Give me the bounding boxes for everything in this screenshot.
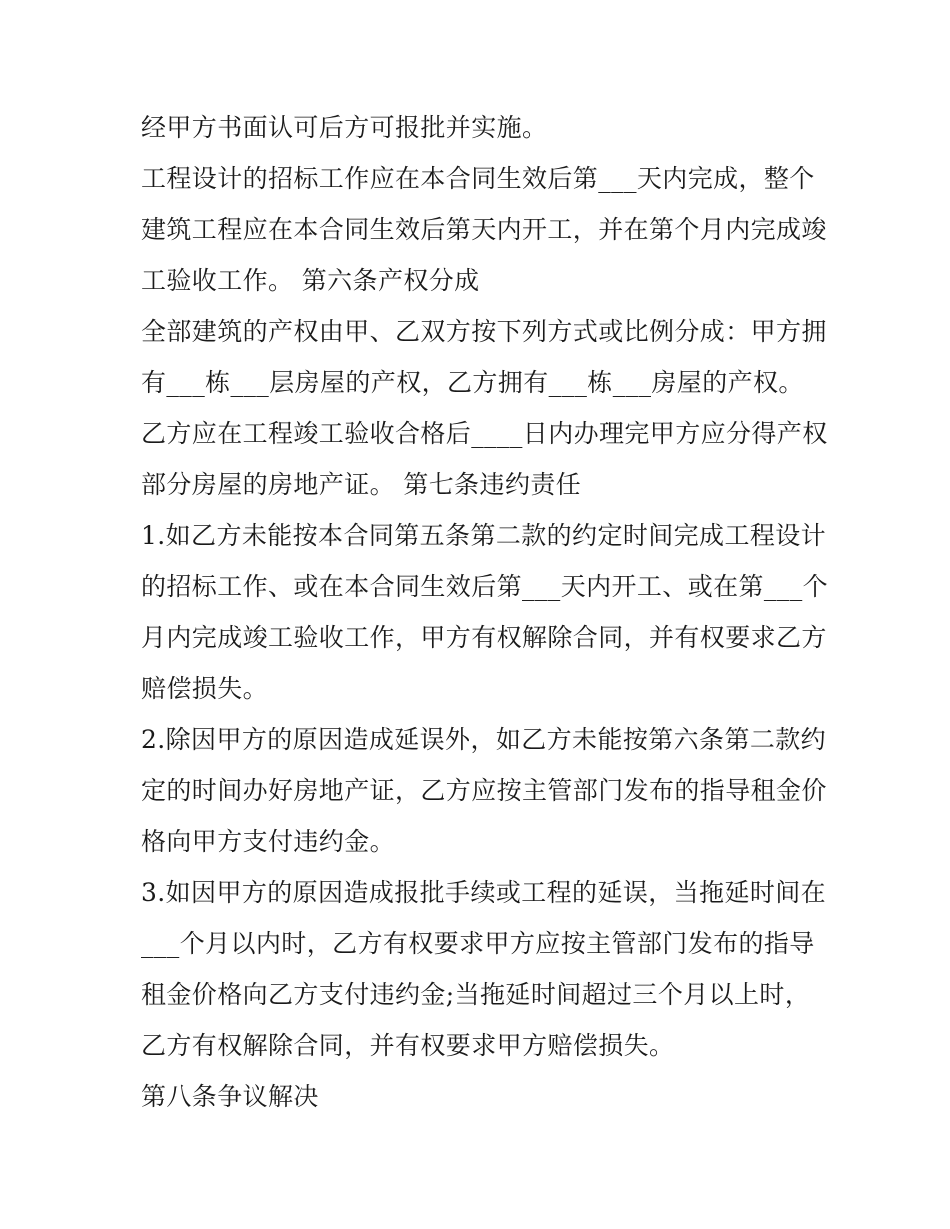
text-line: 乙方有权解除合同，并有权要求甲方赔偿损失。 (141, 1031, 675, 1060)
text-line: 1.如乙方未能按本合同第五条第二款的约定时间完成工程设计 (141, 521, 827, 550)
text-line: 全部建筑的产权由甲、乙双方按下列方式或比例分成：甲方拥 (141, 317, 827, 346)
text-line: 赔偿损失。 (141, 674, 269, 703)
text-line: 乙方应在工程竣工验收合格后____日内办理完甲方应分得产权 (141, 419, 828, 448)
text-line: 定的时间办好房地产证，乙方应按主管部门发布的指导租金价 (141, 776, 827, 805)
text-line: 工验收工作。 第六条产权分成 (141, 266, 480, 295)
text-line: 有___栋___层房屋的产权，乙方拥有___栋___房屋的产权。 (141, 368, 804, 397)
text-line: 月内完成竣工验收工作，甲方有权解除合同，并有权要求乙方 (141, 623, 827, 652)
text-line: 格向甲方支付违约金。 (141, 827, 396, 856)
section-heading: 第八条争议解决 (141, 1082, 319, 1111)
text-line: 租金价格向乙方支付违约金;当拖延时间超过三个月以上时， (141, 980, 811, 1009)
text-line: 工程设计的招标工作应在本合同生效后第___天内完成，整个 (141, 164, 815, 193)
text-line: 建筑工程应在本合同生效后第天内开工，并在第个月内完成竣 (141, 215, 827, 244)
text-line: 2.除因甲方的原因造成延误外，如乙方未能按第六条第二款约 (141, 725, 827, 754)
text-line: 部分房屋的房地产证。 第七条违约责任 (141, 470, 582, 499)
text-line: ___个月以内时，乙方有权要求甲方应按主管部门发布的指导 (141, 929, 815, 958)
text-line: 3.如因甲方的原因造成报批手续或工程的延误，当拖延时间在 (141, 878, 827, 907)
text-line: 经甲方书面认可后方可报批并实施。 (141, 113, 548, 142)
text-line: 的招标工作、或在本合同生效后第___天内开工、或在第___个 (141, 572, 829, 601)
